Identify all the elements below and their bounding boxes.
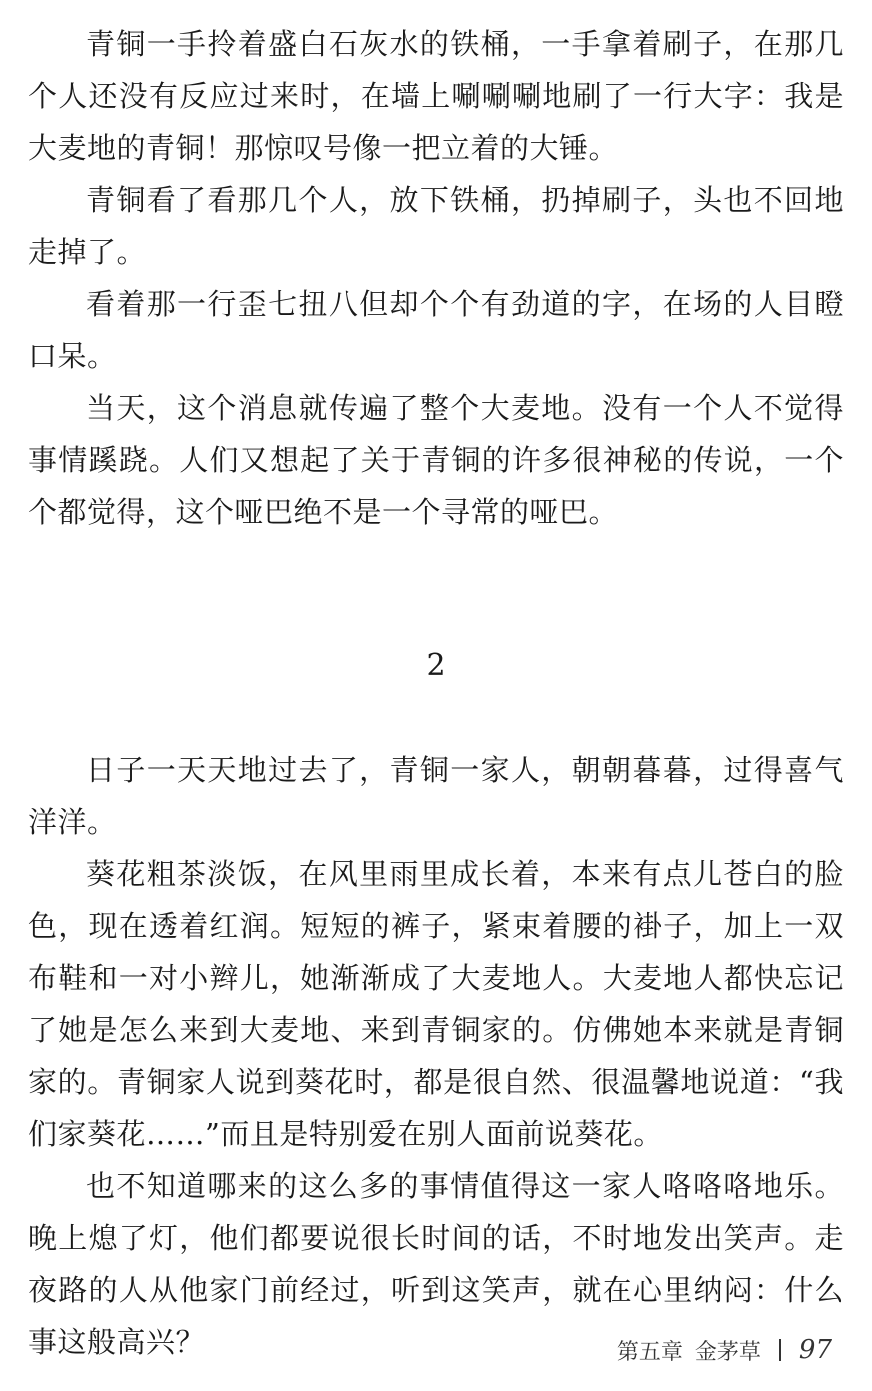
paragraph: 葵花粗茶淡饭，在风里雨里成长着，本来有点儿苍白的脸色，现在透着红润。短短的裤子，紧束着腰的褂子，加上一双布鞋和一对小辫儿，她渐渐成了大麦地人。大麦地人都快忘记了她是怎么来到大麦地、来到青铜家的。仿佛她本来就是青铜家的。青铜家人说到葵花时，都是很自然、很温馨地说道：“我们家葵花……”而且是特别爱在别人面前说葵花。: [28, 857, 844, 1151]
paragraph: 青铜看了看那几个人，放下铁桶，扔掉刷子，头也不回地走掉了。: [28, 183, 844, 269]
page-number: 97: [798, 1335, 832, 1365]
paragraph: 当天，这个消息就传遍了整个大麦地。没有一个人不觉得事情蹊跷。人们又想起了关于青铜的许多很神秘的传说，一个个都觉得，这个哑巴绝不是一个寻常的哑巴。: [28, 391, 844, 529]
chapter-title: 金茅草: [694, 1339, 761, 1365]
paragraph: 看着那一行歪七扭八但却个个有劲道的字，在场的人目瞪口呆。: [28, 287, 844, 373]
section-number: 2: [426, 648, 446, 683]
text-block-top: [28, 18, 844, 538]
page-footer: [617, 1330, 832, 1370]
paragraph: 也不知道哪来的这么多的事情值得这一家人咯咯咯地乐。晚上熄了灯，他们都要说很长时间的话，不时地发出笑声。走夜路的人从他家门前经过，听到这笑声，就在心里纳闷：什么事这般高兴？: [28, 1169, 844, 1359]
paragraph: 日子一天天地过去了，青铜一家人，朝朝暮暮，过得喜气洋洋。: [28, 753, 844, 839]
footer-divider: [779, 1339, 781, 1361]
text-block-bottom: [28, 744, 844, 1368]
chapter-label: 第五章: [616, 1339, 683, 1365]
paragraph: 青铜一手拎着盛白石灰水的铁桶，一手拿着刷子，在那几个人还没有反应过来时，在墙上唰唰唰地刷了一行大字：我是大麦地的青铜！那惊叹号像一把立着的大锤。: [28, 27, 844, 165]
